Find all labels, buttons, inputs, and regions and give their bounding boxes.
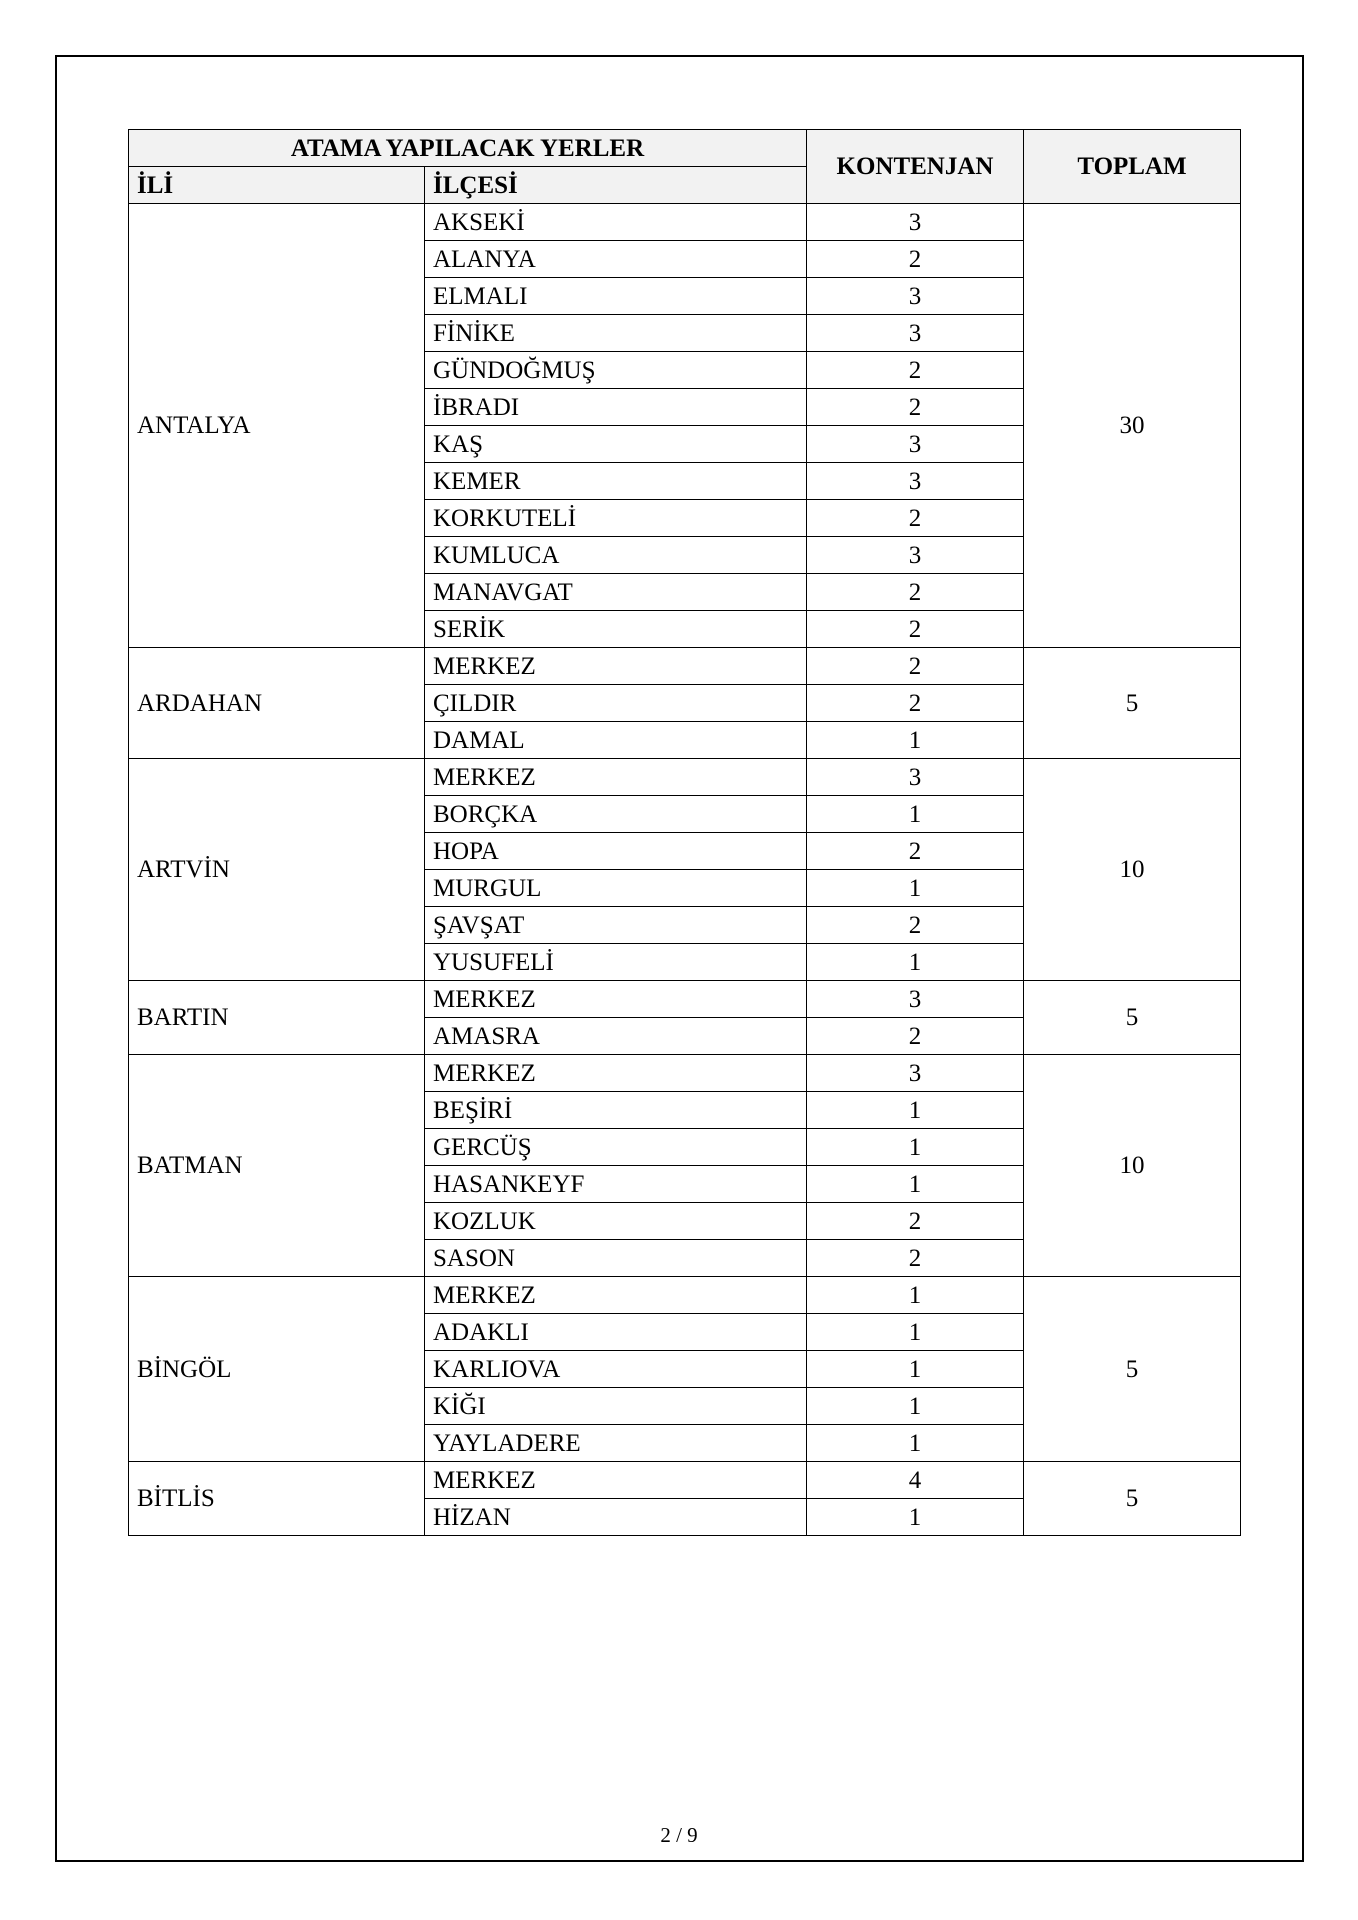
district-name: MERKEZ	[425, 648, 807, 685]
province-name: ANTALYA	[129, 204, 425, 648]
district-name: KEMER	[425, 463, 807, 500]
table-row	[129, 981, 1241, 1018]
district-name: SASON	[425, 1240, 807, 1277]
district-name: AMASRA	[425, 1018, 807, 1055]
district-name: YUSUFELİ	[425, 944, 807, 981]
quota-value: 2	[807, 574, 1024, 611]
quota-value: 1	[807, 1388, 1024, 1425]
header-kontenjan: KONTENJAN	[807, 130, 1024, 204]
table-row	[129, 759, 1241, 796]
quota-value: 3	[807, 1055, 1024, 1092]
quota-value: 2	[807, 241, 1024, 278]
province-total: 5	[1024, 1277, 1241, 1462]
quota-value: 2	[807, 611, 1024, 648]
province-name: BİTLİS	[129, 1462, 425, 1536]
quota-value: 1	[807, 870, 1024, 907]
header-ilce: İLÇESİ	[425, 167, 807, 204]
quota-value: 4	[807, 1462, 1024, 1499]
quota-value: 3	[807, 537, 1024, 574]
quota-value: 2	[807, 500, 1024, 537]
header-il: İLİ	[129, 167, 425, 204]
quota-value: 1	[807, 1166, 1024, 1203]
district-name: BORÇKA	[425, 796, 807, 833]
district-name: MERKEZ	[425, 1277, 807, 1314]
district-name: KOZLUK	[425, 1203, 807, 1240]
province-total: 30	[1024, 204, 1241, 648]
quota-value: 2	[807, 1240, 1024, 1277]
district-name: ADAKLI	[425, 1314, 807, 1351]
district-name: ELMALI	[425, 278, 807, 315]
province-name: BİNGÖL	[129, 1277, 425, 1462]
header-toplam: TOPLAM	[1024, 130, 1241, 204]
district-name: MERKEZ	[425, 759, 807, 796]
province-total: 5	[1024, 648, 1241, 759]
province-total: 10	[1024, 1055, 1241, 1277]
quota-value: 3	[807, 278, 1024, 315]
province-total: 5	[1024, 1462, 1241, 1536]
quota-value: 1	[807, 944, 1024, 981]
district-name: MERKEZ	[425, 1055, 807, 1092]
page-number: 2 / 9	[660, 1823, 698, 1847]
quota-value: 3	[807, 426, 1024, 463]
district-name: KİĞI	[425, 1388, 807, 1425]
province-total: 5	[1024, 981, 1241, 1055]
district-name: HOPA	[425, 833, 807, 870]
district-name: KAŞ	[425, 426, 807, 463]
quota-value: 1	[807, 1314, 1024, 1351]
quota-value: 1	[807, 1129, 1024, 1166]
quota-value: 2	[807, 1203, 1024, 1240]
province-name: BATMAN	[129, 1055, 425, 1277]
district-name: HİZAN	[425, 1499, 807, 1536]
quota-value: 1	[807, 1499, 1024, 1536]
district-name: YAYLADERE	[425, 1425, 807, 1462]
province-name: ARTVİN	[129, 759, 425, 981]
district-name: HASANKEYF	[425, 1166, 807, 1203]
quota-value: 3	[807, 315, 1024, 352]
quota-value: 2	[807, 648, 1024, 685]
quota-value: 3	[807, 463, 1024, 500]
quota-value: 2	[807, 352, 1024, 389]
table-row	[129, 1055, 1241, 1092]
district-name: ALANYA	[425, 241, 807, 278]
district-name: KORKUTELİ	[425, 500, 807, 537]
table-row	[129, 1277, 1241, 1314]
quota-value: 1	[807, 1425, 1024, 1462]
district-name: MURGUL	[425, 870, 807, 907]
table-row	[129, 204, 1241, 241]
district-name: KARLIOVA	[425, 1351, 807, 1388]
district-name: GERCÜŞ	[425, 1129, 807, 1166]
quota-value: 3	[807, 981, 1024, 1018]
district-name: BEŞİRİ	[425, 1092, 807, 1129]
header-group-title: ATAMA YAPILACAK YERLER	[129, 130, 807, 167]
province-total: 10	[1024, 759, 1241, 981]
quota-value: 2	[807, 833, 1024, 870]
district-name: İBRADI	[425, 389, 807, 426]
district-name: ŞAVŞAT	[425, 907, 807, 944]
district-name: FİNİKE	[425, 315, 807, 352]
district-name: AKSEKİ	[425, 204, 807, 241]
assignment-table	[128, 129, 1241, 1536]
table-row	[129, 648, 1241, 685]
quota-value: 2	[807, 907, 1024, 944]
district-name: MANAVGAT	[425, 574, 807, 611]
quota-value: 1	[807, 1277, 1024, 1314]
quota-value: 1	[807, 722, 1024, 759]
district-name: DAMAL	[425, 722, 807, 759]
district-name: MERKEZ	[425, 1462, 807, 1499]
quota-value: 2	[807, 1018, 1024, 1055]
district-name: SERİK	[425, 611, 807, 648]
quota-value: 3	[807, 759, 1024, 796]
quota-value: 3	[807, 204, 1024, 241]
table-row	[129, 1462, 1241, 1499]
district-name: GÜNDOĞMUŞ	[425, 352, 807, 389]
quota-value: 1	[807, 796, 1024, 833]
district-name: MERKEZ	[425, 981, 807, 1018]
quota-value: 1	[807, 1092, 1024, 1129]
province-name: ARDAHAN	[129, 648, 425, 759]
province-name: BARTIN	[129, 981, 425, 1055]
quota-value: 1	[807, 1351, 1024, 1388]
quota-value: 2	[807, 389, 1024, 426]
quota-value: 2	[807, 685, 1024, 722]
district-name: ÇILDIR	[425, 685, 807, 722]
district-name: KUMLUCA	[425, 537, 807, 574]
table-body	[129, 204, 1241, 1536]
table-header	[129, 130, 1241, 204]
